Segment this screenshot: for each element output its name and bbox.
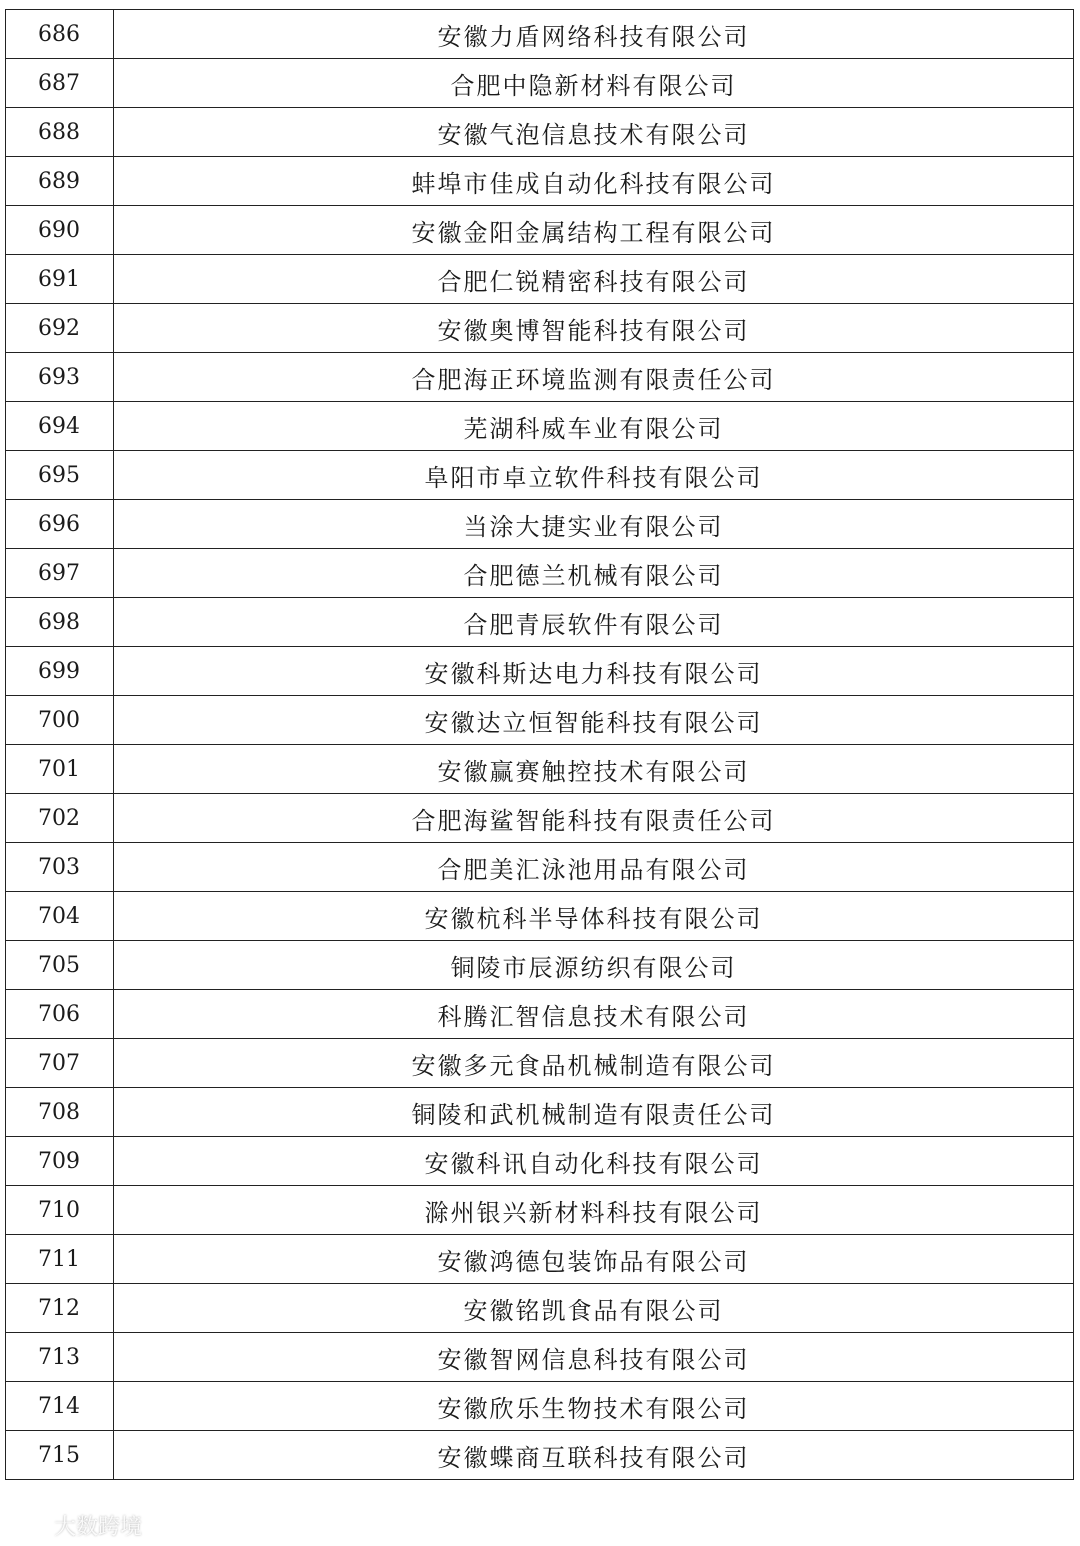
company-name: 蚌埠市佳成自动化科技有限公司: [114, 157, 1074, 206]
company-name: 合肥中隐新材料有限公司: [114, 59, 1074, 108]
row-number: 687: [6, 59, 114, 108]
row-number: 704: [6, 892, 114, 941]
company-name: 安徽欣乐生物技术有限公司: [114, 1382, 1074, 1431]
row-number: 710: [6, 1186, 114, 1235]
table-row: [6, 1088, 1074, 1137]
table-row: [6, 843, 1074, 892]
row-number: 697: [6, 549, 114, 598]
table-row: [6, 1333, 1074, 1382]
table-row: [6, 990, 1074, 1039]
row-number: 686: [6, 10, 114, 59]
company-name: 合肥仁锐精密科技有限公司: [114, 255, 1074, 304]
row-number: 714: [6, 1382, 114, 1431]
watermark-text: 大数跨境: [54, 1515, 143, 1540]
table-row: [6, 10, 1074, 59]
table-row: [6, 941, 1074, 990]
row-number: 700: [6, 696, 114, 745]
row-number: 689: [6, 157, 114, 206]
table-row: [6, 59, 1074, 108]
row-number: 692: [6, 304, 114, 353]
row-number: 695: [6, 451, 114, 500]
company-name: 安徽奥博智能科技有限公司: [114, 304, 1074, 353]
company-name: 安徽鸿德包装饰品有限公司: [114, 1235, 1074, 1284]
row-number: 701: [6, 745, 114, 794]
row-number: 706: [6, 990, 114, 1039]
row-number: 694: [6, 402, 114, 451]
company-name: 合肥美汇泳池用品有限公司: [114, 843, 1074, 892]
table-row: [6, 1284, 1074, 1333]
row-number: 709: [6, 1137, 114, 1186]
table-body: [6, 10, 1074, 1480]
table-row: [6, 549, 1074, 598]
company-name: 安徽科斯达电力科技有限公司: [114, 647, 1074, 696]
table-row: [6, 108, 1074, 157]
company-name: 安徽气泡信息技术有限公司: [114, 108, 1074, 157]
watermark: [8, 1510, 142, 1541]
row-number: 688: [6, 108, 114, 157]
table-row: [6, 1137, 1074, 1186]
row-number: 707: [6, 1039, 114, 1088]
table-row: [6, 1235, 1074, 1284]
table-row: [6, 892, 1074, 941]
table-row: [6, 206, 1074, 255]
table-row: [6, 598, 1074, 647]
table-row: [6, 745, 1074, 794]
row-number: 693: [6, 353, 114, 402]
row-number: 691: [6, 255, 114, 304]
table-row: [6, 647, 1074, 696]
row-number: 711: [6, 1235, 114, 1284]
row-number: 713: [6, 1333, 114, 1382]
row-number: 699: [6, 647, 114, 696]
table-row: [6, 1431, 1074, 1480]
company-name: 安徽金阳金属结构工程有限公司: [114, 206, 1074, 255]
company-name: 阜阳市卓立软件科技有限公司: [114, 451, 1074, 500]
company-name: 安徽赢赛触控技术有限公司: [114, 745, 1074, 794]
company-name: 安徽杭科半导体科技有限公司: [114, 892, 1074, 941]
company-name: 安徽力盾网络科技有限公司: [114, 10, 1074, 59]
table-row: [6, 255, 1074, 304]
row-number: 712: [6, 1284, 114, 1333]
table-row: [6, 353, 1074, 402]
company-name: 铜陵市辰源纺织有限公司: [114, 941, 1074, 990]
table-row: [6, 1186, 1074, 1235]
row-number: 715: [6, 1431, 114, 1480]
company-name: 滁州银兴新材料科技有限公司: [114, 1186, 1074, 1235]
company-name: 铜陵和武机械制造有限责任公司: [114, 1088, 1074, 1137]
row-number: 698: [6, 598, 114, 647]
company-name: 安徽铭凯食品有限公司: [114, 1284, 1074, 1333]
company-name: 合肥德兰机械有限公司: [114, 549, 1074, 598]
table-row: [6, 1382, 1074, 1431]
company-name: 科腾汇智信息技术有限公司: [114, 990, 1074, 1039]
company-name: 合肥海正环境监测有限责任公司: [114, 353, 1074, 402]
company-name: 合肥海鲨智能科技有限责任公司: [114, 794, 1074, 843]
company-name: 当涂大捷实业有限公司: [114, 500, 1074, 549]
company-name: 安徽多元食品机械制造有限公司: [114, 1039, 1074, 1088]
row-number: 703: [6, 843, 114, 892]
company-name: 安徽达立恒智能科技有限公司: [114, 696, 1074, 745]
table-row: [6, 304, 1074, 353]
table-row: [6, 500, 1074, 549]
company-name: 安徽科讯自动化科技有限公司: [114, 1137, 1074, 1186]
table-row: [6, 451, 1074, 500]
wechat-chat-icon: [8, 1513, 48, 1539]
row-number: 708: [6, 1088, 114, 1137]
table-row: [6, 402, 1074, 451]
table-row: [6, 696, 1074, 745]
company-name: 安徽智网信息科技有限公司: [114, 1333, 1074, 1382]
table-row: [6, 794, 1074, 843]
company-name: 合肥青辰软件有限公司: [114, 598, 1074, 647]
row-number: 696: [6, 500, 114, 549]
row-number: 702: [6, 794, 114, 843]
company-name: 安徽蝶商互联科技有限公司: [114, 1431, 1074, 1480]
company-list-table: [5, 9, 1074, 1480]
row-number: 705: [6, 941, 114, 990]
table-row: [6, 1039, 1074, 1088]
table-row: [6, 157, 1074, 206]
row-number: 690: [6, 206, 114, 255]
company-name: 芜湖科威车业有限公司: [114, 402, 1074, 451]
